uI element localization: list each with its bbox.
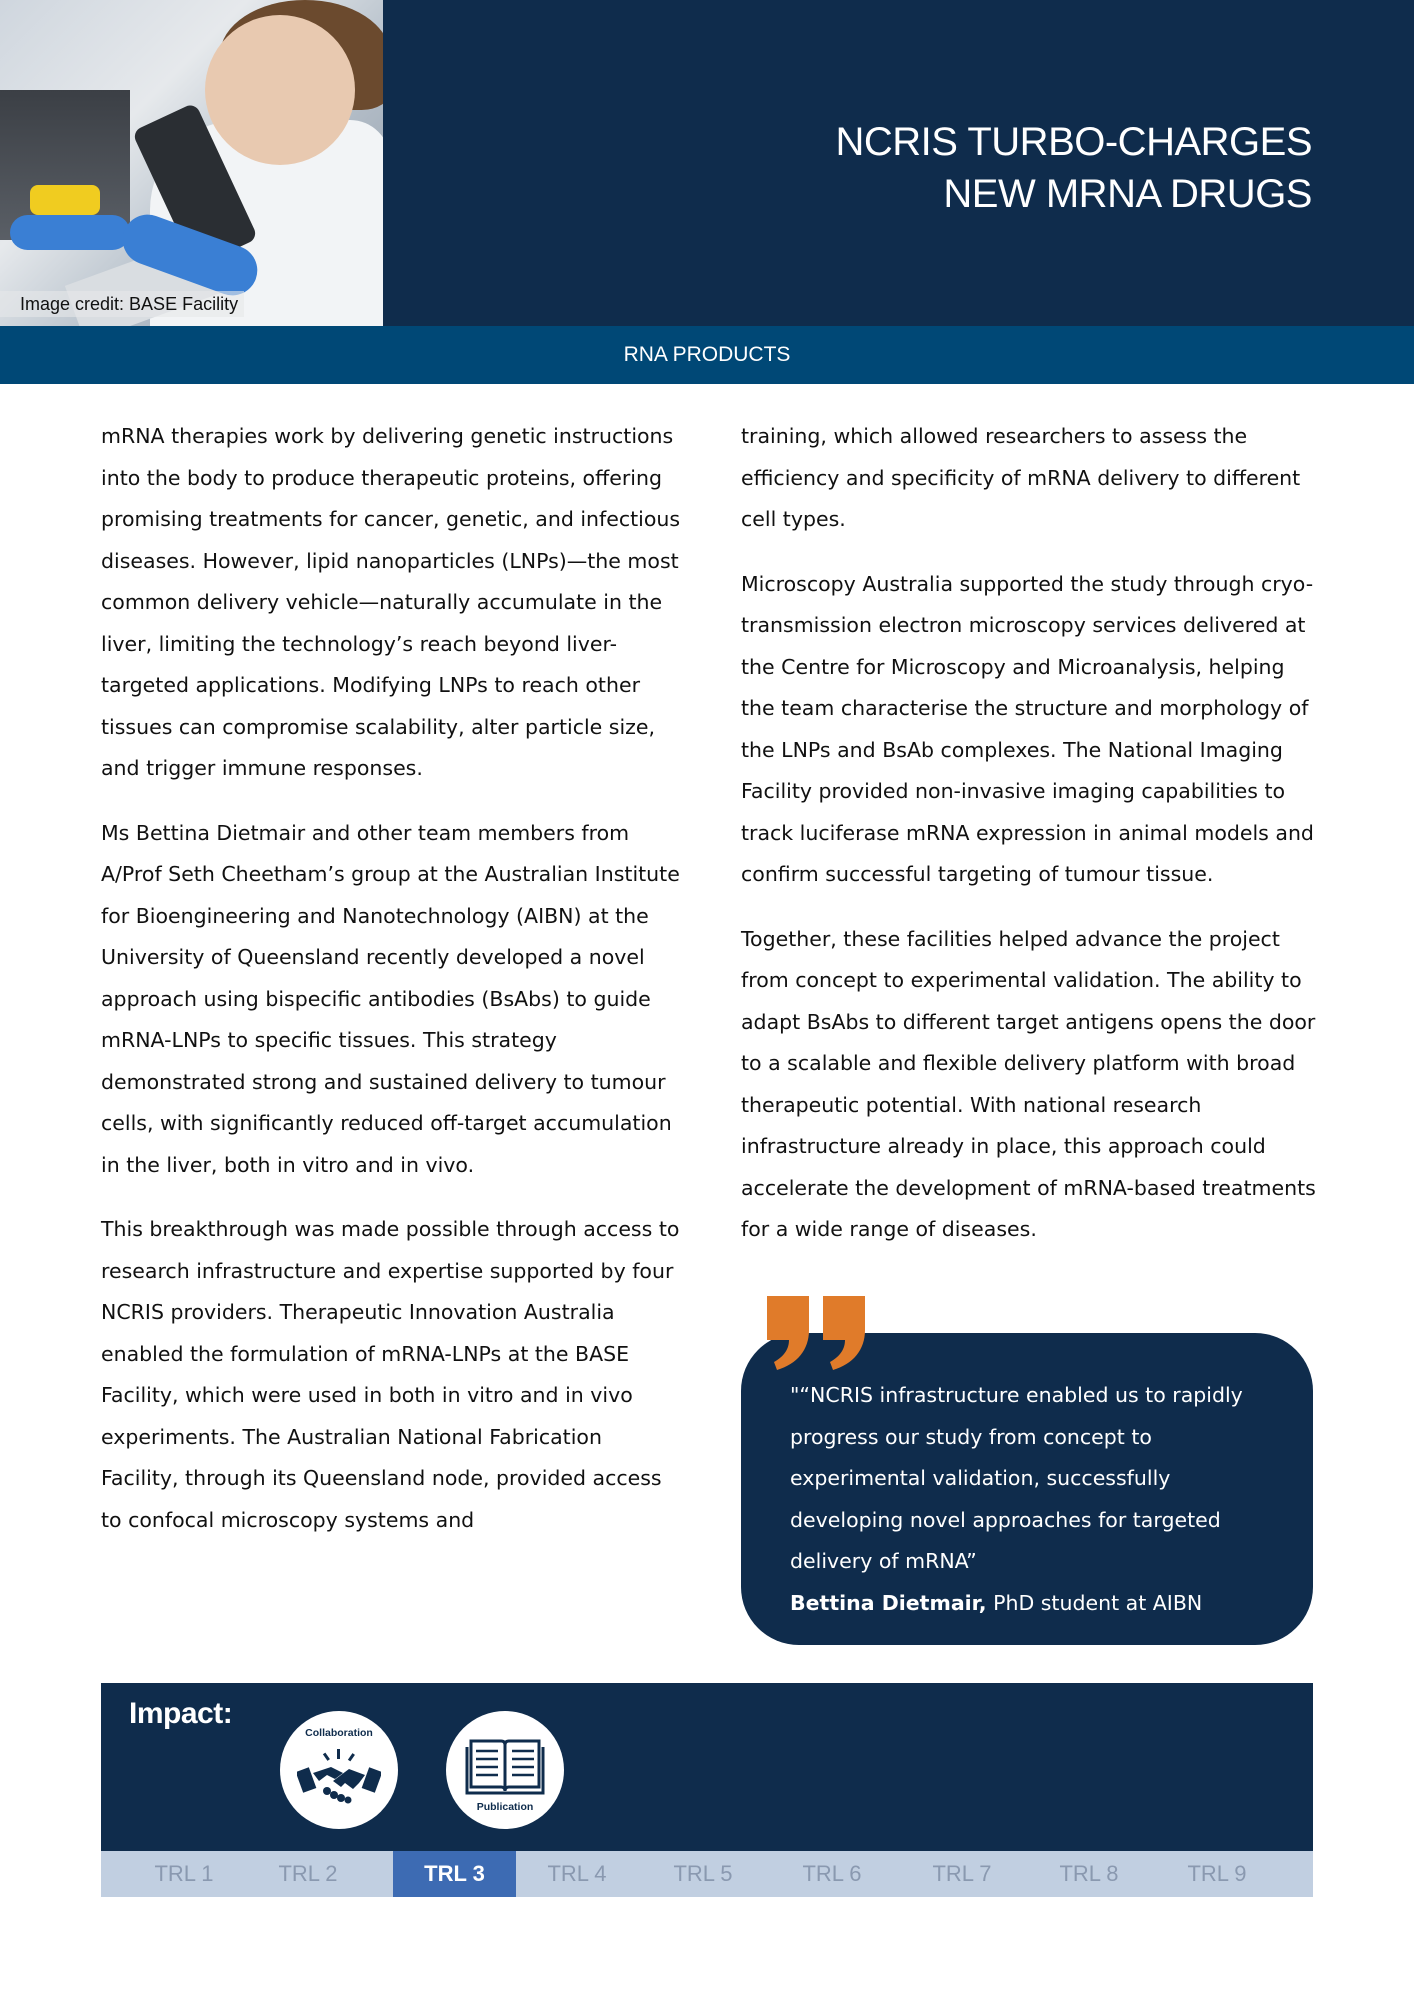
trl-level-3-current: TRL 3 bbox=[393, 1851, 516, 1897]
body-left-column bbox=[101, 416, 681, 1564]
trl-level-8: TRL 8 bbox=[1059, 1861, 1119, 1886]
impact-panel bbox=[101, 1683, 1313, 1851]
quote-author-name: Bettina Dietmair, bbox=[790, 1590, 987, 1615]
trl-level-7: TRL 7 bbox=[932, 1861, 992, 1886]
publication-label: Publication bbox=[476, 1801, 534, 1813]
trl-level-9: TRL 9 bbox=[1187, 1861, 1247, 1886]
paragraph: Together, these facilities helped advance the project from concept to experimental validation. The ability to adapt BsAbs to different target antigens opens the door to a scalable and flexible delivery platform with broad therapeutic potential. With national research infrastructure already in place, this approach could accelerate the development of mRNA-based treatments for a wide range of diseases. bbox=[741, 926, 1316, 1241]
publication-badge bbox=[446, 1711, 564, 1829]
section-label: RNA PRODUCTS bbox=[0, 326, 1414, 384]
paragraph: This breakthrough was made possible through access to research infrastructure and expertise supported by four NCRIS providers. Therapeutic Innovation Australia enabled the formulation of mRNA-LNPs at the BASE Facility, which were used in both in vitro and in vivo experiments. The Australian National Fabrication Facility, through its Queensland node, provided access to confocal microscopy systems and bbox=[101, 1217, 680, 1532]
paragraph: Microscopy Australia supported the study through cryo-transmission electron microscopy services delivered at the Centre for Microscopy and Microanalysis, helping the team characterise the structure and morphology of the LNPs and BsAb complexes. The National Imaging Facility provided non-invasive imaging capabilities to track luciferase mRNA expression in animal models and confirm successful targeting of tumour tissue. bbox=[741, 571, 1314, 886]
paragraph: training, which allowed researchers to assess the efficiency and specificity of mRNA delivery to different cell types. bbox=[741, 424, 1301, 531]
body-right-column bbox=[741, 416, 1321, 1274]
trl-level-4: TRL 4 bbox=[547, 1861, 607, 1886]
paragraph: mRNA therapies work by delivering genetic instructions into the body to produce therapeutic proteins, offering promising treatments for cancer, genetic, and infectious diseases. However, lipid nanoparticles (LNPs)—the most common delivery vehicle—naturally accumulate in the liver, limiting the technology’s reach beyond liver-targeted applications. Modifying LNPs to reach other tissues can compromise scalability, alter particle size, and trigger immune responses. bbox=[101, 424, 681, 780]
title-line-1: NCRIS TURBO-CHARGES bbox=[835, 120, 1312, 164]
title-line-2: NEW MRNA DRUGS bbox=[943, 172, 1312, 216]
quote-text: "“NCRIS infrastructure enabled us to rapidly progress our study from concept to experimental validation, successfully developing novel approaches for targeted delivery of mRNA” bbox=[790, 1383, 1243, 1573]
quote-attribution bbox=[790, 1583, 1283, 1625]
trl-level-2: TRL 2 bbox=[278, 1861, 338, 1886]
image-credit: Image credit: BASE Facility bbox=[0, 291, 244, 317]
header-banner bbox=[0, 0, 1414, 326]
collaboration-badge bbox=[280, 1711, 398, 1829]
page-title bbox=[836, 116, 1312, 220]
collaboration-label: Collaboration bbox=[305, 1727, 373, 1739]
impact-label: Impact: bbox=[129, 1697, 233, 1730]
paragraph: Ms Bettina Dietmair and other team members from A/Prof Seth Cheetham’s group at the Australian Institute for Bioengineering and Nanotechnology (AIBN) at the University of Queensland recently developed a novel approach using bispecific antibodies (BsAbs) to guide mRNA-LNPs to specific tissues. This strategy demonstrated strong and sustained delivery to tumour cells, with significantly reduced off-target accumulation in the liver, both in vitro and in vivo. bbox=[101, 820, 680, 1177]
handshake-icon bbox=[297, 1747, 381, 1807]
trl-level-5: TRL 5 bbox=[673, 1861, 733, 1886]
trl-level-1: TRL 1 bbox=[154, 1861, 214, 1886]
quote-mark-icon bbox=[765, 1296, 870, 1371]
quote-author-role: PhD student at AIBN bbox=[986, 1590, 1203, 1615]
trl-level-6: TRL 6 bbox=[802, 1861, 862, 1886]
lab-researcher-photo bbox=[0, 0, 383, 326]
open-book-icon bbox=[465, 1731, 545, 1795]
trl-scale bbox=[101, 1851, 1313, 1897]
quote-callout bbox=[741, 1333, 1313, 1645]
